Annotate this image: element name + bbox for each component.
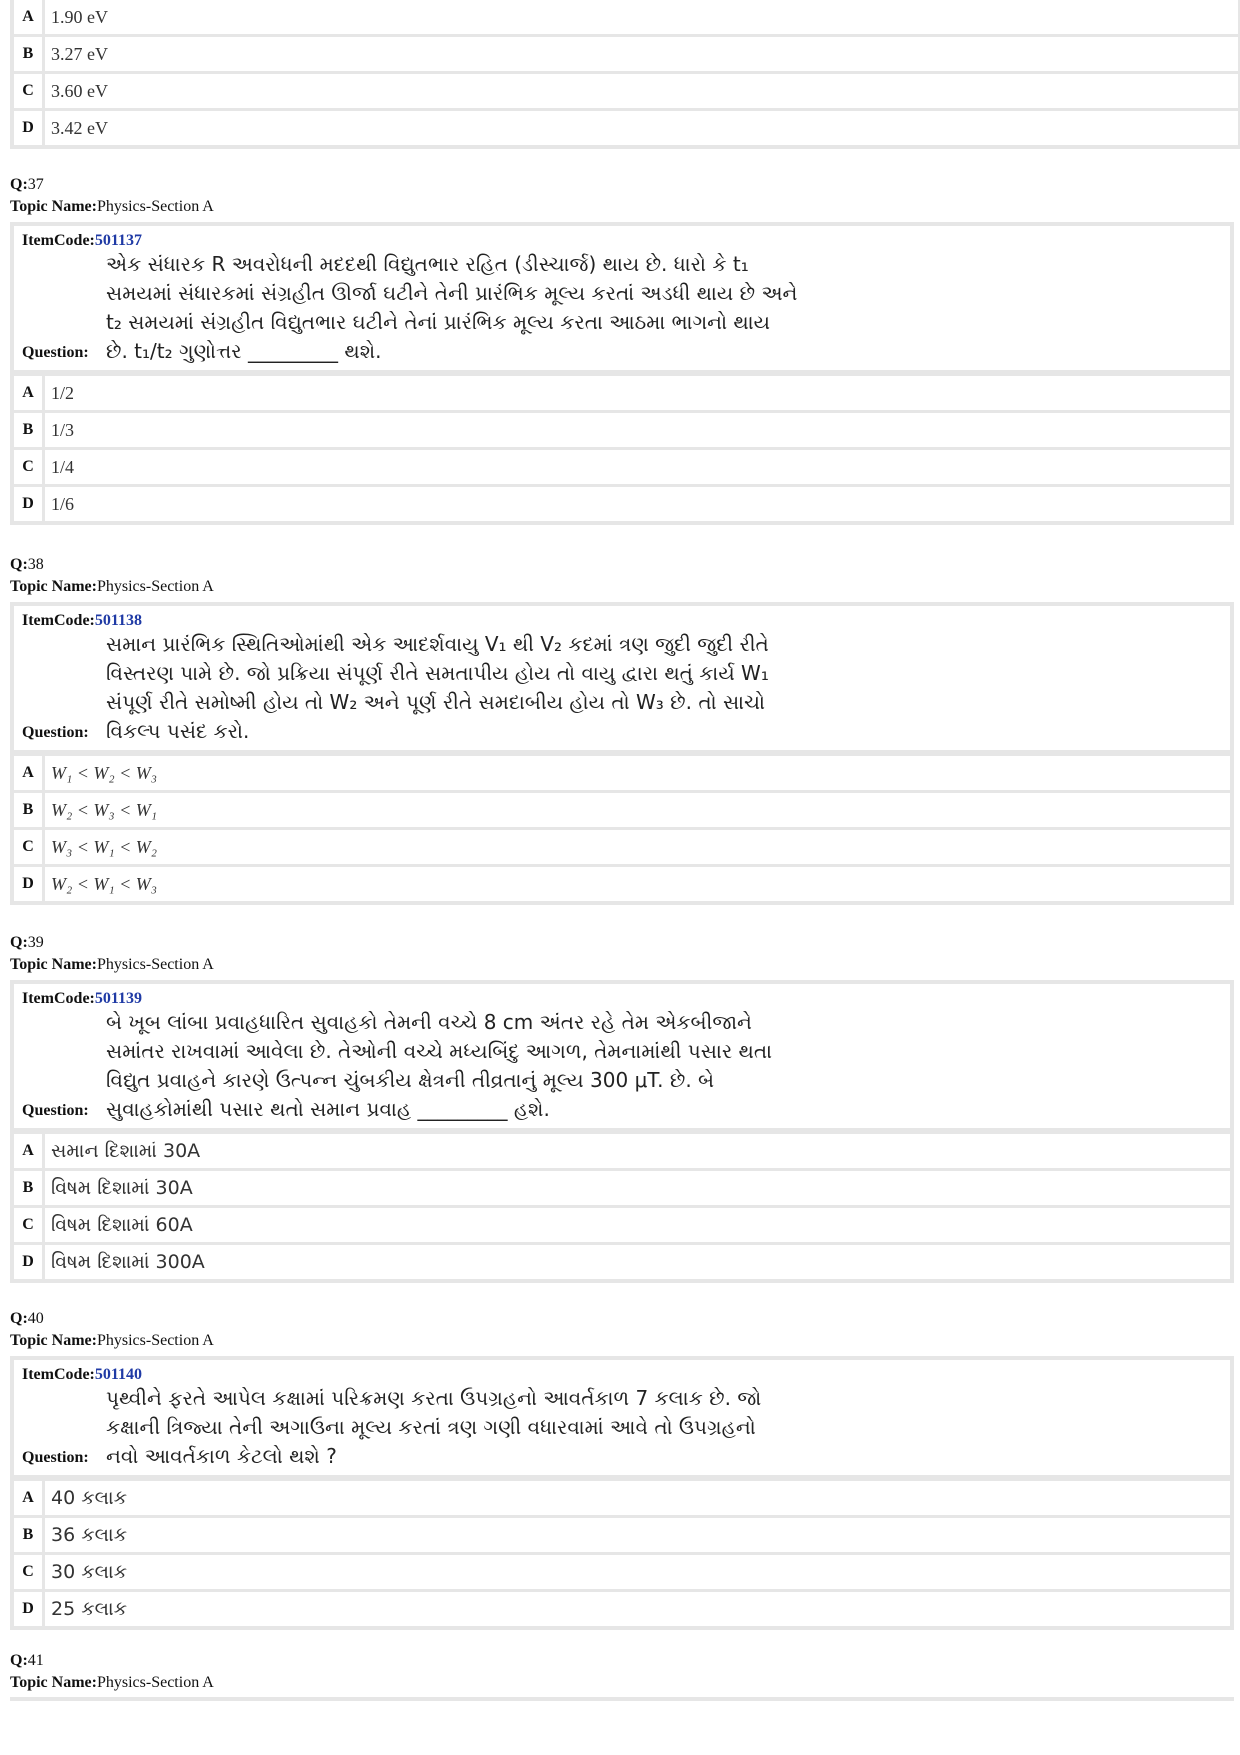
- question-block-39: [10, 980, 1234, 1283]
- option-text: 1.90 eV: [51, 6, 108, 27]
- question-label: Question:: [22, 1102, 89, 1119]
- option-b[interactable]: B 3.27 eV: [14, 37, 1238, 71]
- prev-options: [10, 0, 1240, 149]
- option-c[interactable]: C વિષમ દિશામાં 60A: [14, 1208, 1230, 1242]
- option-b[interactable]: B 36 કલાક: [14, 1518, 1230, 1552]
- question-header-39: Q:39 Topic Name:Physics-Section A: [10, 934, 214, 973]
- option-d[interactable]: D 3.42 eV: [14, 111, 1238, 145]
- question-text: સમાન પ્રારંભિક સ્થિતિઓમાંથી એક આદર્શવાયુ V₁ થી V₂ કદમાં ત્રણ જુદી જુદી રીતે વિસ્તરણ પામે છે. જો પ્રક્રિયા સંપૂર્ણ રીતે સમતાપીય હોય તો વાયુ દ્વારા થતું કાર્ય W₁ સંપૂર્ણ રીતે સમોષ્મી હોય તો W₂ અને પૂર્ણ રીતે સમદાબીય હોય તો W₃ છે. તો સાચો વિકલ્પ પસંદ કરો.: [106, 632, 769, 743]
- option-text: 3.27 eV: [51, 43, 108, 64]
- option-text: 3.60 eV: [51, 80, 108, 101]
- question-block-38: [10, 602, 1234, 905]
- option-b[interactable]: B W₂ < W₃ < W₁: [14, 793, 1230, 827]
- question-text: એક સંધારક R અવરોધની મદદથી વિદ્યુતભાર રહિત (ડીસ્ચાર્જ) થાય છે. ધારો કે t₁ સમયમાં સંધારકમાં સંગ્રહીત ઊર્જા ઘટીને તેની પ્રારંભિક મૂલ્ય કરતાં અડધી થાય છે અને t₂ સમયમાં સંગ્રહીત વિદ્યુતભાર ઘટીને તેનાં પ્રારંભિક મૂલ્ય કરતા આઠમા ભાગનો થાય છે. t₁/t₂ ગુણોત્તર _________ થશે.: [106, 252, 798, 363]
- option-c[interactable]: C 3.60 eV: [14, 74, 1238, 108]
- option-d[interactable]: D 1/6: [14, 487, 1230, 521]
- question-header-40: Q:40 Topic Name:Physics-Section A: [10, 1310, 214, 1349]
- question-block-40: [10, 1356, 1234, 1630]
- option-a[interactable]: A 40 કલાક: [14, 1481, 1230, 1515]
- topic-name: Physics-Section A: [96, 198, 214, 215]
- option-d[interactable]: D 25 કલાક: [14, 1592, 1230, 1626]
- option-a[interactable]: A W₁ < W₂ < W₃: [14, 756, 1230, 790]
- divider: [10, 1697, 1234, 1701]
- item-code: ItemCode:501138: [22, 612, 142, 629]
- option-b[interactable]: B 1/3: [14, 413, 1230, 447]
- option-c[interactable]: C W₃ < W₁ < W₂: [14, 830, 1230, 864]
- question-header-41: Q:41 Topic Name:Physics-Section A: [10, 1652, 214, 1691]
- question-header-38: Q:38 Topic Name:Physics-Section A: [10, 556, 214, 595]
- question-text: પૃથ્વીને ફરતે આપેલ કક્ષામાં પરિક્રમણ કરતા ઉપગ્રહનો આવર્તકાળ 7 કલાક છે. જો કક્ષાની ત્રિજ્યા તેની અગાઉના મૂલ્ય કરતાં ત્રણ ગણી વધારવામાં આવે તો ઉપગ્રહનો નવો આવર્તકાળ કેટલો થશે ?: [106, 1386, 762, 1468]
- option-a[interactable]: A 1.90 eV: [14, 0, 1238, 34]
- item-code: ItemCode:501140: [22, 1366, 142, 1383]
- option-b[interactable]: B વિષમ દિશામાં 30A: [14, 1171, 1230, 1205]
- question-label: Question:: [22, 1449, 89, 1466]
- item-code: ItemCode:501139: [22, 990, 142, 1007]
- question-text: બે ખૂબ લાંબા પ્રવાહધારિત સુવાહકો તેમની વચ્ચે 8 cm અંતર રહે તેમ એકબીજાને સમાંતર રાખવામાં આવેલા છે. તેઓની વચ્ચે મધ્યબિંદુ આગળ, તેમનામાંથી પસાર થતા વિદ્યુત પ્રવાહને કારણે ઉત્પન્ન ચુંબકીય ક્ષેત્રની તીવ્રતાનું મૂલ્ય 300 μT. છે. બે સુવાહકોમાંથી પસાર થતો સમાન પ્રવાહ _________ હશે.: [106, 1010, 773, 1121]
- question-block-37: [10, 222, 1234, 525]
- option-d[interactable]: D W₂ < W₁ < W₃: [14, 867, 1230, 901]
- question-header-37: Q:37 Topic Name:Physics-Section A: [10, 176, 214, 215]
- option-d[interactable]: D વિષમ દિશામાં 300A: [14, 1245, 1230, 1279]
- question-number: 37: [27, 176, 44, 193]
- option-a[interactable]: A 1/2: [14, 376, 1230, 410]
- option-a[interactable]: A સમાન દિશામાં 30A: [14, 1134, 1230, 1168]
- question-label: Question:: [22, 344, 89, 361]
- option-c[interactable]: C 1/4: [14, 450, 1230, 484]
- question-label: Question:: [22, 724, 89, 741]
- option-c[interactable]: C 30 કલાક: [14, 1555, 1230, 1589]
- item-code: ItemCode:501137: [22, 232, 142, 249]
- option-text: 3.42 eV: [51, 117, 108, 138]
